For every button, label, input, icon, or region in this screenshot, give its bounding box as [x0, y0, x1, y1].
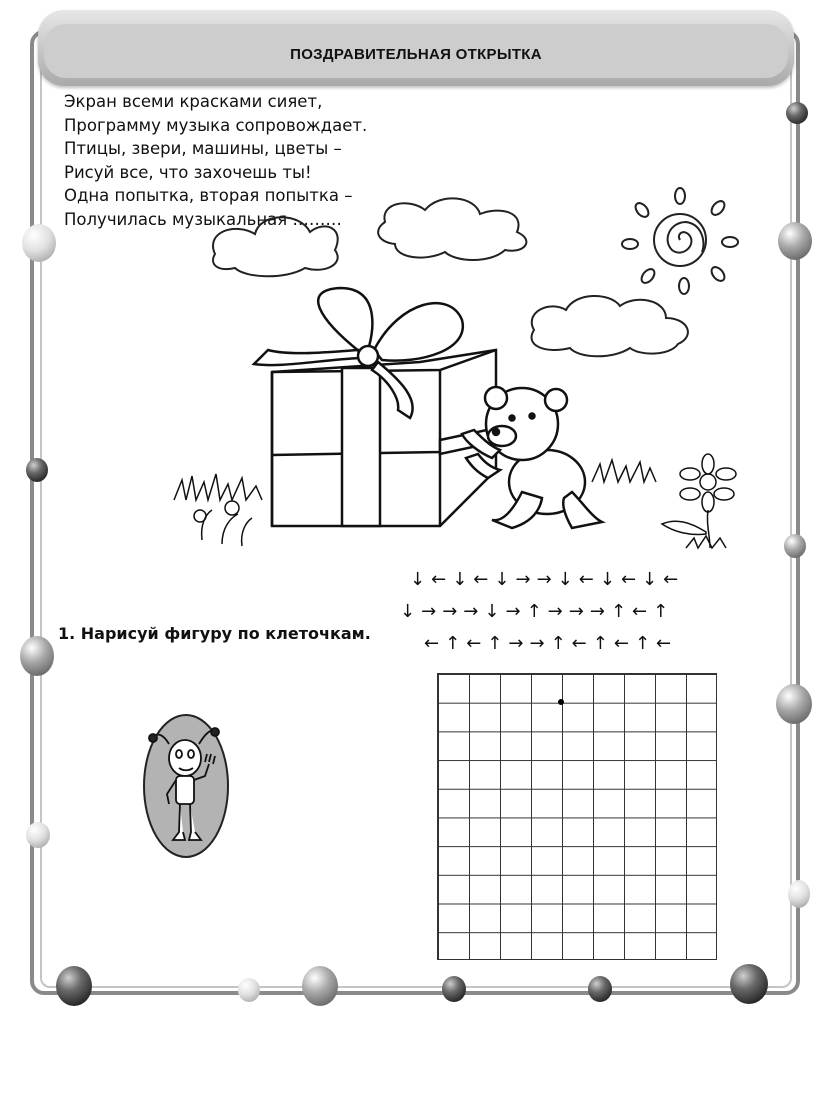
flower-icon: [590, 452, 750, 552]
arrow-glyph: ↓: [557, 569, 573, 590]
arrow-glyph: ↑: [526, 601, 542, 622]
arrow-glyph: ↑: [653, 601, 669, 622]
decorative-ball: [786, 102, 808, 124]
arrow-glyph: →: [589, 601, 605, 622]
arrow-glyph: ←: [613, 633, 629, 654]
arrow-glyph: ←: [571, 633, 587, 654]
arrow-glyph: ↓: [494, 569, 510, 590]
decorative-ball: [238, 978, 260, 1002]
decorative-ball: [788, 880, 810, 908]
poem-line: Экран всеми красками сияет,: [64, 92, 323, 111]
decorative-ball: [730, 964, 768, 1004]
decorative-ball: [442, 976, 466, 1002]
arrow-glyph: →: [568, 601, 584, 622]
arrow-glyph: ↑: [487, 633, 503, 654]
arrow-instructions: [400, 564, 770, 660]
arrow-glyph: ←: [424, 633, 440, 654]
arrow-glyph: →: [536, 569, 552, 590]
decorative-ball: [56, 966, 92, 1006]
arrow-glyph: ↓: [400, 601, 416, 622]
arrow-glyph: ↑: [610, 601, 627, 622]
decorative-ball: [778, 222, 812, 260]
arrow-row: [400, 564, 770, 596]
arrow-glyph: ←: [466, 633, 482, 654]
arrow-row: [400, 628, 770, 660]
drawing-grid[interactable]: [437, 673, 717, 960]
decorative-ball: [302, 966, 338, 1006]
arrow-row: [400, 596, 770, 628]
arrow-glyph: ↓: [642, 569, 658, 590]
arrow-glyph: ↓: [599, 569, 615, 590]
decorative-ball: [22, 224, 56, 262]
arrow-glyph: ↑: [592, 633, 608, 654]
cloud-icon: [205, 192, 565, 292]
arrow-glyph: →: [442, 601, 458, 622]
arrow-glyph: ↓: [484, 601, 500, 622]
poem-line: Рисуй все, что захочешь ты!: [64, 162, 312, 182]
arrow-glyph: →: [547, 601, 563, 622]
arrow-glyph: ←: [656, 633, 672, 654]
arrow-glyph: →: [421, 601, 437, 622]
arrow-glyph: →: [529, 633, 545, 654]
arrow-glyph: →: [508, 633, 524, 654]
page-title: ПОЗДРАВИТЕЛЬНАЯ ОТКРЫТКА: [290, 46, 542, 63]
arrow-glyph: ←: [473, 569, 489, 590]
arrow-glyph: ↑: [550, 633, 566, 654]
cloud-icon: [520, 290, 700, 362]
arrow-glyph: ←: [620, 569, 637, 590]
arrow-glyph: ↑: [634, 633, 651, 654]
grass-illustration: [172, 470, 272, 550]
arrow-glyph: ↑: [445, 633, 461, 654]
arrow-glyph: ←: [663, 569, 679, 590]
decorative-ball: [588, 976, 612, 1002]
arrow-glyph: ←: [632, 601, 648, 622]
task-label: 1. Нарисуй фигуру по клеточкам.: [58, 624, 371, 643]
poem-line: Одна попытка, вторая попытка –: [64, 186, 353, 205]
arrow-glyph: →: [505, 601, 521, 622]
arrow-glyph: →: [463, 601, 479, 622]
arrow-glyph: ←: [578, 569, 594, 590]
decorative-ball: [26, 822, 50, 848]
robot-character-icon: [143, 714, 233, 858]
decorative-ball: [20, 636, 54, 676]
poem-line: Получилась музыкальная ………: [64, 209, 342, 229]
decorative-ball: [784, 534, 806, 558]
arrow-glyph: ↓: [452, 569, 468, 590]
arrow-glyph: ←: [431, 569, 447, 590]
poem-line: Птицы, звери, машины, цветы –: [64, 139, 342, 158]
arrow-glyph: →: [515, 569, 531, 590]
sun-icon: [618, 188, 748, 298]
poem-line: Программу музыка сопровождает.: [64, 115, 368, 135]
grid-start-point: [558, 699, 564, 705]
arrow-glyph: ↓: [410, 569, 426, 590]
decorative-ball: [776, 684, 812, 724]
decorative-ball: [26, 458, 48, 482]
